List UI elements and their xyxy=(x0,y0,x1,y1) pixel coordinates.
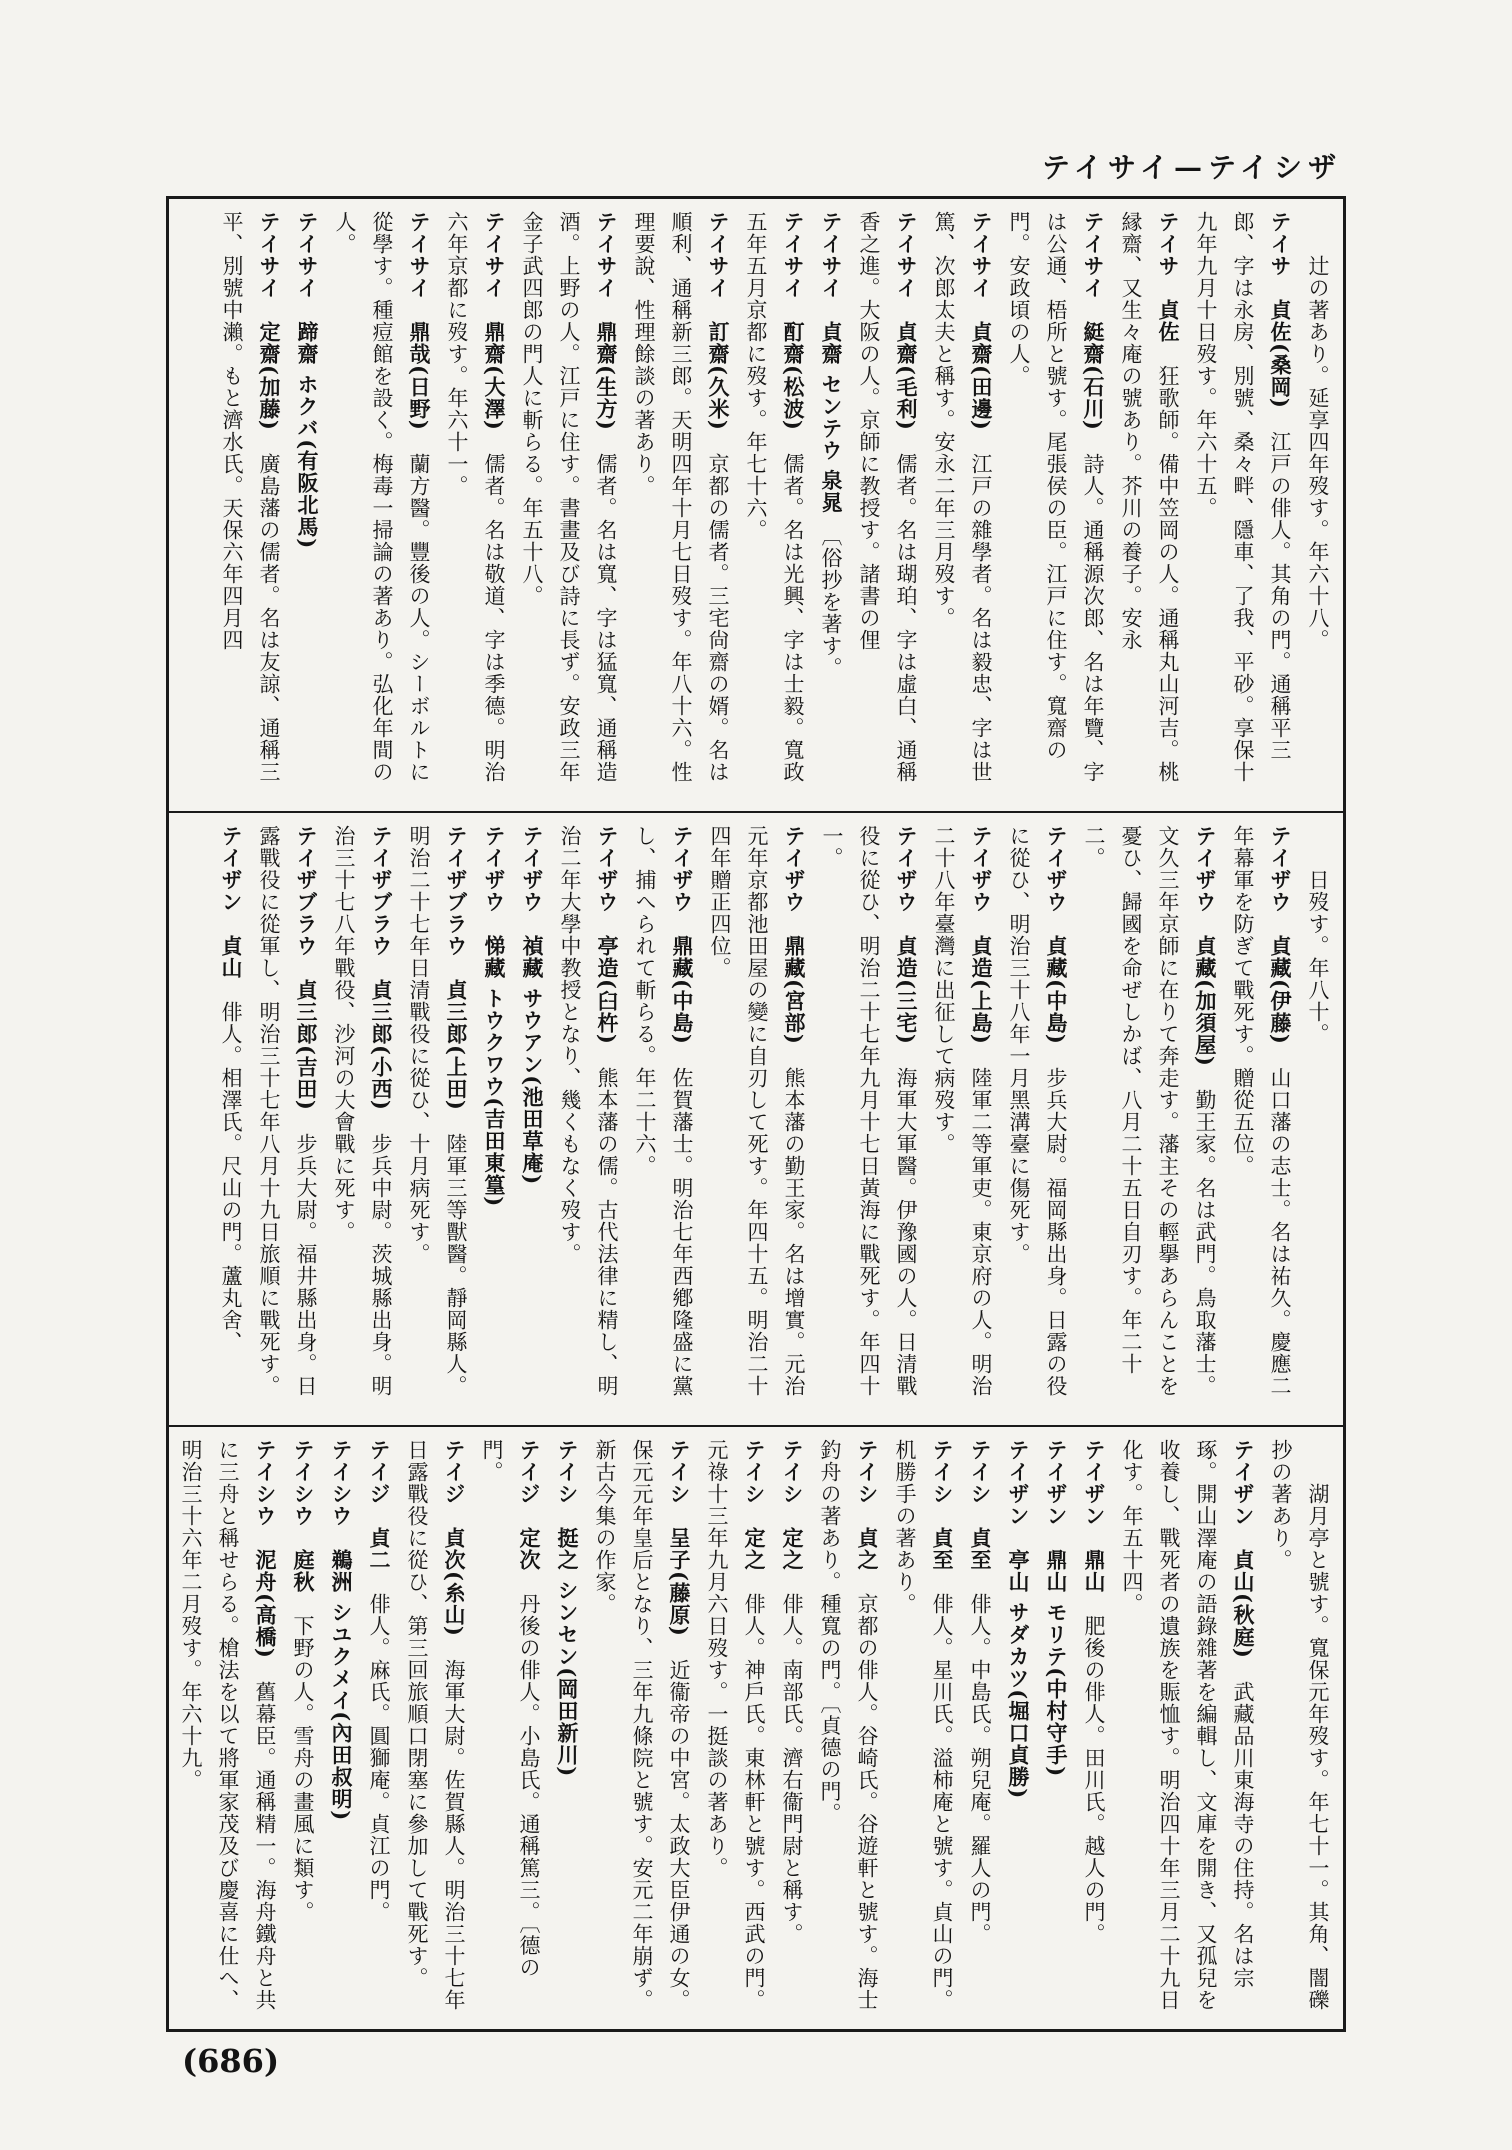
entry-name: 定之 xyxy=(780,1527,805,1571)
entry-name: 禎藏 サウアン(池田草庵) xyxy=(520,935,545,1186)
entry-name: 泥舟(高橋) xyxy=(253,1549,278,1659)
dictionary-entry xyxy=(1113,1439,1262,2019)
entry-headword: テイシウ xyxy=(253,1439,277,1527)
entry-name: 貞至 xyxy=(930,1527,955,1571)
entry-name: 貞三郎(小西) xyxy=(369,979,394,1111)
dictionary-entry xyxy=(398,1439,473,2019)
entry-headword: テイザブラウ xyxy=(444,825,468,957)
dictionary-entry xyxy=(172,1439,284,2019)
entry-name: 鼎哉(日野) xyxy=(407,321,432,431)
entry-text: 儒者。名は光興、字は士毅。寬政五年五月京都に歿す。年七十六。 xyxy=(744,211,805,783)
entry-headword: テイザウ xyxy=(670,825,694,913)
entry-text: 肥後の俳人。田川氏。越人の門。 xyxy=(1082,1615,1106,1945)
entry-name: 定之 xyxy=(742,1527,767,1571)
entry-text: 京都の俳人。谷崎氏。谷遊軒と號す。海士釣舟の著あり。種寬の門。〔貞德の門。 xyxy=(818,1439,879,2011)
entry-name: 貞二 xyxy=(367,1527,392,1571)
dictionary-entry xyxy=(288,211,326,801)
entry-headword: テイシ xyxy=(667,1439,691,1505)
entry-name: 貞造(三宅) xyxy=(894,935,919,1045)
entry-headword: テイサイ xyxy=(594,211,618,299)
entry-text: 武藏品川東海寺の住持。名は宗琢。開山澤庵の語錄雜著を編輯し、文庫を開き、又孤兒を收養し、戰死者の遺族を賑恤す。明治四十年三月二十九日化す。年五十四。 xyxy=(1120,1439,1255,2011)
dictionary-entry xyxy=(473,1439,548,2019)
entry-text: 佐賀藩士。明治七年西鄕隆盛に黨し、捕へられて斬らる。年二十六。 xyxy=(633,825,694,1397)
entry-headword: テイザウ xyxy=(595,825,619,913)
dictionary-entry xyxy=(626,825,701,1415)
entry-text: 勤王家。名は武門。鳥取藩士。文久三年京師に在りて奔走す。藩主その輕擧あらんことを憂ひ、歸國を命ぜしかば、八月二十五日自刃す。年二十二。 xyxy=(1082,825,1217,1397)
entry-headword: テイサイ xyxy=(407,211,431,299)
band-columns xyxy=(175,1439,1337,2019)
dictionary-entry xyxy=(438,211,513,801)
dictionary-entry xyxy=(850,211,925,801)
band-columns xyxy=(175,211,1337,801)
entry-headword: テイシ xyxy=(930,1439,954,1505)
dictionary-entry xyxy=(325,825,400,1415)
entry-text: 陸軍三等獸醫。靜岡縣人。明治二十七年日清戰役に從ひ、十月病死す。 xyxy=(407,825,468,1397)
dictionary-entry xyxy=(326,211,438,801)
entry-text: 山口藩の志士。名は祐久。慶應二年幕軍を防ぎて戰死す。贈從五位。 xyxy=(1231,825,1292,1397)
entry-name: 貞三郎(吉田) xyxy=(294,979,319,1111)
dictionary-entry xyxy=(961,1439,999,2019)
entry-text: 〔俗抄を著す。 xyxy=(819,535,843,680)
dictionary-entry xyxy=(701,825,813,1415)
entry-name: 鼎齋(大澤) xyxy=(482,321,507,431)
band-middle xyxy=(169,813,1343,1427)
entry-text: 儒者。名は敬道、字は季德。明治六年京都に歿す。年六十一。 xyxy=(445,211,506,783)
band-bottom xyxy=(169,1427,1343,2029)
entry-text: 廣島藩の儒者。名は友諒、通稱三平、別號中瀨。もと濟水氏。天保六年四月四 xyxy=(220,211,281,783)
entry-name: 鼎齋(生方) xyxy=(594,321,619,431)
entry-text: 俳人。南部氏。濟右衞門尉と稱す。 xyxy=(780,1593,804,1945)
entry-headword: テイザブラウ xyxy=(294,825,318,957)
entry-name: 貞造(上島) xyxy=(969,935,994,1045)
entry-headword: テイシ xyxy=(780,1439,804,1505)
entry-headword: テイザン xyxy=(1006,1439,1030,1527)
entry-text: 儒者。名は寬、字は猛寬、通稱造酒。上野の人。江戸に住す。書畫及び詩に長ず。安政三年金子武四郎の門人に斬らる。年五十八。 xyxy=(520,211,618,783)
entry-name: 貞藏(伊藤) xyxy=(1268,935,1293,1045)
entry-text: 俳人。中島氏。朔兒庵。羅人の門。 xyxy=(968,1593,992,1945)
entry-name: 呈子(藤原) xyxy=(667,1527,692,1637)
entry-text: 狂歌師。備中笠岡の人。通稱丸山河吉。桃縁齋、又生々庵の號あり。芥川の養子。安永 xyxy=(1119,211,1180,783)
dictionary-entry xyxy=(250,825,325,1415)
dictionary-entry xyxy=(773,1439,811,2019)
entry-name: 貞山 xyxy=(219,935,244,979)
entry-text: 步兵大尉。福井縣出身。日露戰役に從軍し、明治三十七年八月十九日旅順に戰死す。 xyxy=(257,825,318,1397)
entry-name: 貞齋(田邊) xyxy=(969,321,994,431)
dictionary-entry xyxy=(1299,211,1337,801)
entry-name: 訂齋(久米) xyxy=(706,321,731,431)
entry-text: 詩人。通稱源次郎、名は年覽、字は公通、梧所と號す。尾張侯の臣。江戸に住す。寬齋の門。安政頃の人。 xyxy=(1007,211,1105,783)
entry-headword: テイザウ xyxy=(969,825,993,913)
dictionary-entry xyxy=(1187,211,1299,801)
entry-text: 湖月亭と號す。寬保元年歿す。年七十一。其角、闇礫抄の著あり。 xyxy=(1269,1439,1330,2011)
band-columns xyxy=(175,825,1337,1415)
entry-headword: テイサイ xyxy=(482,211,506,299)
entry-headword: テイシ xyxy=(742,1439,766,1505)
entry-name: 鼎藏(宮部) xyxy=(782,935,807,1045)
band-top xyxy=(169,199,1343,813)
dictionary-entry xyxy=(813,825,925,1415)
entry-name: 酊齋(松波) xyxy=(781,321,806,431)
entry-name: 綎齋(石川) xyxy=(1081,321,1106,431)
entry-headword: テイザン xyxy=(1082,1439,1106,1527)
entry-name: 貞次(糸山) xyxy=(442,1527,467,1637)
entry-headword: テイザウ xyxy=(782,825,806,913)
dictionary-entry xyxy=(737,211,812,801)
entry-name: 貞藏(中島) xyxy=(1044,935,1069,1045)
entry-headword: テイジ xyxy=(442,1439,466,1505)
entry-text: 下野の人。雪舟の畫風に類す。 xyxy=(291,1615,315,1923)
dictionary-entry xyxy=(475,825,513,1415)
entry-text: 儒者。名は瑚珀、字は虛白、通稱香之進。大阪の人。京師に教授す。諸書の俚 xyxy=(857,211,918,783)
dictionary-entry xyxy=(1224,825,1299,1415)
entry-text: 海軍大軍醫。伊豫國の人。日清戰役に從ひ、明治二十七年九月十七日黃海に戰死す。年四十一。 xyxy=(820,825,918,1397)
entry-text: 日歿す。年八十。 xyxy=(1306,869,1330,1045)
entry-name: 鼎山 xyxy=(1082,1549,1107,1593)
entry-name: 貞佐 xyxy=(1156,299,1181,343)
dictionary-entry xyxy=(698,1439,773,2019)
dictionary-entry xyxy=(925,825,1000,1415)
dictionary-entry xyxy=(284,1439,322,2019)
dictionary-entry xyxy=(999,1439,1037,2019)
entry-text: 俳人。星川氏。溢柿庵と號す。貞山の門。机勝手の著あり。 xyxy=(893,1439,954,2011)
entry-name: 蹄齋 ホクバ(有阪北馬) xyxy=(295,321,320,550)
entry-name: 鵜洲 シユクメイ(內田叔明) xyxy=(329,1549,354,1822)
dictionary-entry xyxy=(925,211,1000,801)
entry-headword: テイサイ xyxy=(819,211,843,299)
entry-headword: テイザブラウ xyxy=(369,825,393,957)
entry-name: 挺之 シンセン(岡田新川) xyxy=(555,1527,580,1778)
entry-text: 江戸の俳人。其角の門。通稱平三郎、字は永房、別號、桑々畔、隱車、了我、平砂。享保十九年九月十日歿す。年六十五。 xyxy=(1194,211,1292,783)
dictionary-entry xyxy=(551,825,626,1415)
entry-text: 熊本藩の勤王家。名は增實。元治元年京都池田屋の變に自刃して死す。年四十五。明治二十四年贈正四位。 xyxy=(708,825,806,1397)
entry-text: 俳人。神戶氏。東林軒と號す。西武の門。元祿十三年九月六日歿す。一挺談の著あり。 xyxy=(705,1439,766,2011)
dictionary-entry xyxy=(1299,825,1337,1415)
entry-text: 俳人。相澤氏。尺山の門。蘆丸舍、 xyxy=(219,1001,243,1353)
entry-headword: テイザウ xyxy=(1268,825,1292,913)
dictionary-entry xyxy=(1075,825,1224,1415)
dictionary-entry xyxy=(812,211,850,801)
entry-name: 貞齋 センテウ 泉晁 xyxy=(819,321,844,514)
entry-text: 俳人。麻氏。圓獅庵。貞江の門。 xyxy=(367,1593,391,1923)
entry-name: 鼎山 モリテ(中村守手) xyxy=(1044,1549,1069,1778)
dictionary-entry xyxy=(1075,1439,1113,2019)
entry-headword: テイシ xyxy=(555,1439,579,1505)
dictionary-entry xyxy=(548,1439,586,2019)
entry-text: 步兵中尉。茨城縣出身。明治三十七八年戰役、沙河の大會戰に死す。 xyxy=(332,825,393,1397)
entry-name: 亭造(臼杵) xyxy=(595,935,620,1045)
entry-headword: テイサイ xyxy=(894,211,918,299)
entry-name: 貞三郎(上田) xyxy=(444,979,469,1111)
entry-headword: テイシ xyxy=(968,1439,992,1505)
entry-headword: テイサイ xyxy=(781,211,805,299)
dictionary-entry xyxy=(1000,211,1112,801)
dictionary-entry xyxy=(322,1439,360,2019)
entry-text: 海軍大尉。佐賀縣人。明治三十七年日露戰役に從ひ、第三回旅順口閉塞に參加して戰死す。 xyxy=(405,1439,466,2011)
entry-headword: テイシ xyxy=(855,1439,879,1505)
dictionary-entry xyxy=(886,1439,961,2019)
entry-headword: テイジ xyxy=(517,1439,541,1505)
entry-headword: テイザウ xyxy=(894,825,918,913)
running-header: テイサイ—テイシザ xyxy=(1041,151,1342,184)
dictionary-entry xyxy=(400,825,475,1415)
entry-text: 蘭方醫。豐後の人。シーボルトに從學す。種痘館を設く。梅毒一掃論の著あり。弘化年間の人。 xyxy=(333,211,431,783)
entry-text: 近衞帝の中宮。太政大臣伊通の女。保元元年皇后となり、三年九條院と號す。安元二年崩ず。新古今集の作家。 xyxy=(593,1439,691,2011)
entry-headword: テイサイ xyxy=(257,211,281,299)
entry-text: 陸軍二等軍吏。東京府の人。明治二十八年臺灣に出征して病歿す。 xyxy=(932,825,993,1397)
entry-headword: テイサイ xyxy=(969,211,993,299)
entry-name: 貞藏(加須屋) xyxy=(1193,935,1218,1067)
dictionary-entry xyxy=(1000,825,1075,1415)
entry-headword: テイサイ xyxy=(1081,211,1105,299)
dictionary-entry xyxy=(586,1439,698,2019)
dictionary-entry xyxy=(1112,211,1187,801)
entry-headword: テイザン xyxy=(1044,1439,1068,1527)
entry-text: 步兵大尉。福岡縣出身。日露の役に從ひ、明治三十八年一月黑溝臺に傷死す。 xyxy=(1007,825,1068,1397)
entry-headword: テイザウ xyxy=(482,825,506,913)
dictionary-entry xyxy=(1037,1439,1075,2019)
entry-headword: テイサ xyxy=(1268,211,1292,277)
entry-headword: テイサイ xyxy=(295,211,319,299)
entry-text: 丹後の俳人。小島氏。通稱篤三。〔德の門。 xyxy=(480,1439,541,1979)
entry-name: 庭秋 xyxy=(291,1549,316,1593)
entry-headword: テイサ xyxy=(1156,211,1180,277)
entry-headword: テイザン xyxy=(219,825,243,913)
entry-headword: テイシウ xyxy=(291,1439,315,1527)
entry-name: 貞至 xyxy=(968,1527,993,1571)
entry-headword: テイジ xyxy=(367,1439,391,1505)
entry-headword: テイザウ xyxy=(1044,825,1068,913)
entry-name: 貞之 xyxy=(855,1527,880,1571)
page-frame xyxy=(166,196,1346,2032)
entry-name: 定次 xyxy=(517,1527,542,1571)
dictionary-entry xyxy=(213,211,288,801)
entry-headword: テイザウ xyxy=(1193,825,1217,913)
page-number: (686) xyxy=(182,2042,280,2080)
dictionary-entry xyxy=(513,211,625,801)
dictionary-entry xyxy=(360,1439,398,2019)
entry-name: 定齋(加藤) xyxy=(257,321,282,431)
entry-text: 江戸の雜學者。名は毅忠、字は世篤、次郎太夫と稱す。安永二年三月歿す。 xyxy=(932,211,993,783)
dictionary-entry xyxy=(1262,1439,1337,2019)
dictionary-entry xyxy=(513,825,551,1415)
entry-headword: テイザン xyxy=(1231,1439,1255,1527)
entry-name: 鼎藏(中島) xyxy=(670,935,695,1045)
dictionary-entry xyxy=(811,1439,886,2019)
entry-headword: テイザウ xyxy=(520,825,544,913)
entry-name: 悌藏 トウクワウ(吉田東篁) xyxy=(482,935,507,1208)
entry-name: 亭山 サダカツ(堀口貞勝) xyxy=(1006,1549,1031,1800)
entry-name: 貞山(秋庭) xyxy=(1231,1549,1256,1659)
entry-text: 熊本藩の儒。古代法律に精し、明治二年大學中教授となり、幾くもなく歿す。 xyxy=(558,825,619,1397)
dictionary-entry xyxy=(212,825,250,1415)
entry-name: 貞齋(毛利) xyxy=(894,321,919,431)
entry-headword: テイシウ xyxy=(329,1439,353,1527)
entry-text: 京都の儒者。三宅尙齋の婿。名は順利、通稱新三郎。天明四年十月七日歿す。年八十六。性理要說、性理餘談の著あり。 xyxy=(632,211,730,783)
entry-text: 舊幕臣。通稱精一。海舟鐵舟と共に三舟と稱せらる。槍法を以て將軍家茂及び慶喜に仕へ、明治三十六年二月歿す。年六十九。 xyxy=(179,1439,277,2011)
entry-name: 貞佐(桑岡) xyxy=(1268,299,1293,409)
entry-text: 辻の著あり。延享四年歿す。年六十八。 xyxy=(1306,255,1330,651)
dictionary-entry xyxy=(625,211,737,801)
entry-headword: テイサイ xyxy=(706,211,730,299)
